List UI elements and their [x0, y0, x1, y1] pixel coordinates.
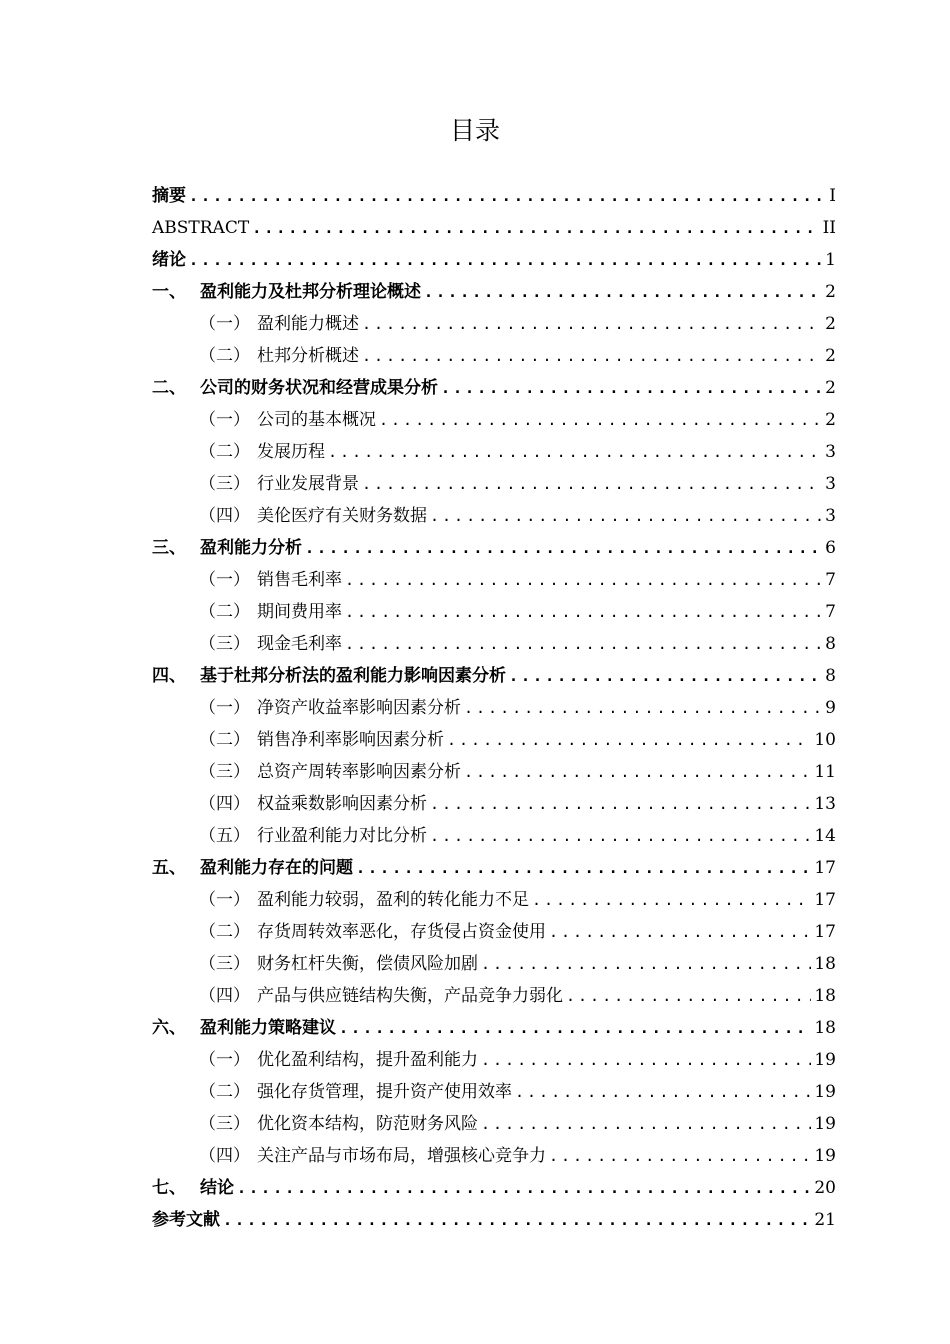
dot-leader — [441, 372, 822, 404]
toc-entry-label: 期间费用率 — [257, 602, 342, 622]
toc-entry[interactable] — [152, 596, 836, 628]
toc-entry-page-number: II — [822, 218, 836, 238]
toc-entry-page-number: 8 — [825, 666, 836, 686]
toc-entry-label: ABSTRACT — [152, 218, 250, 238]
dot-leader — [447, 724, 811, 756]
dot-leader — [430, 500, 822, 532]
dot-leader — [345, 596, 822, 628]
toc-entry-page-number: 17 — [814, 858, 836, 878]
toc-entry-label: 现金毛利率 — [257, 634, 342, 654]
toc-entry[interactable] — [152, 884, 836, 916]
toc-entry[interactable] — [152, 404, 836, 436]
toc-entry-page-number: 11 — [814, 762, 836, 782]
toc-entry-page-number: 20 — [814, 1178, 836, 1198]
toc-entry[interactable] — [152, 564, 836, 596]
dot-leader — [339, 1012, 811, 1044]
toc-entry-label: 盈利能力分析 — [200, 538, 302, 558]
toc-entry-number: （三） — [199, 634, 250, 654]
toc-entry-number: （三） — [199, 762, 250, 782]
dot-leader — [515, 1076, 811, 1108]
dot-leader — [424, 276, 822, 308]
dot-leader — [328, 436, 822, 468]
toc-entry-label: 公司的财务状况和经营成果分析 — [200, 378, 438, 398]
toc-entry-page-number: I — [829, 186, 836, 206]
toc-entry-number: （三） — [199, 1114, 250, 1134]
toc-entry-number: （五） — [199, 826, 250, 846]
toc-entry[interactable] — [152, 820, 836, 852]
toc-entry[interactable] — [152, 628, 836, 660]
toc-entry-label: 美伦医疗有关财务数据 — [257, 506, 427, 526]
dot-leader — [481, 948, 811, 980]
toc-entry[interactable] — [152, 372, 836, 404]
dot-leader — [189, 180, 826, 212]
toc-entry-number: （四） — [199, 1146, 250, 1166]
toc-entry-number: 四、 — [152, 666, 186, 686]
toc-entry-page-number: 18 — [814, 1018, 836, 1038]
toc-entry-label: 杜邦分析概述 — [257, 346, 359, 366]
toc-entry-page-number: 21 — [814, 1210, 836, 1230]
toc-entry-number: 五、 — [152, 858, 186, 878]
table-of-contents — [152, 180, 836, 1236]
toc-entry[interactable] — [152, 532, 836, 564]
toc-entry-number: （二） — [199, 442, 250, 462]
toc-entry-number: （三） — [199, 474, 250, 494]
toc-entry[interactable] — [152, 180, 836, 212]
dot-leader — [252, 212, 819, 244]
toc-entry-label: 销售净利率影响因素分析 — [257, 730, 444, 750]
toc-entry-number: （一） — [199, 698, 250, 718]
toc-entry-label: 行业发展背景 — [257, 474, 359, 494]
toc-entry[interactable] — [152, 436, 836, 468]
dot-leader — [464, 692, 822, 724]
toc-entry-label: 总资产周转率影响因素分析 — [257, 762, 461, 782]
dot-leader — [566, 980, 811, 1012]
dot-leader — [356, 852, 811, 884]
toc-entry[interactable] — [152, 1012, 836, 1044]
toc-entry-page-number: 7 — [825, 602, 836, 622]
toc-entry[interactable] — [152, 1108, 836, 1140]
toc-entry[interactable] — [152, 340, 836, 372]
toc-entry-page-number: 2 — [825, 346, 836, 366]
toc-entry-label: 盈利能力较弱，盈利的转化能力不足 — [257, 890, 529, 910]
page-title: 目录 — [449, 116, 500, 145]
toc-entry-page-number: 18 — [814, 986, 836, 1006]
toc-entry[interactable] — [152, 276, 836, 308]
toc-entry-number: （二） — [199, 346, 250, 366]
toc-entry[interactable] — [152, 1204, 836, 1236]
dot-leader — [481, 1044, 811, 1076]
toc-entry-number: （二） — [199, 602, 250, 622]
toc-entry-label: 参考文献 — [152, 1210, 220, 1230]
toc-entry[interactable] — [152, 916, 836, 948]
toc-entry-label: 盈利能力策略建议 — [200, 1018, 336, 1038]
dot-leader — [509, 660, 822, 692]
dot-leader — [532, 884, 811, 916]
dot-leader — [362, 340, 822, 372]
dot-leader — [345, 628, 822, 660]
toc-entry-label: 行业盈利能力对比分析 — [257, 826, 427, 846]
toc-entry-page-number: 6 — [825, 538, 836, 558]
toc-entry-number: （一） — [199, 1050, 250, 1070]
toc-entry-label: 结论 — [200, 1178, 234, 1198]
toc-entry[interactable] — [152, 1140, 836, 1172]
toc-entry[interactable] — [152, 980, 836, 1012]
dot-leader — [362, 308, 822, 340]
toc-entry-number: 二、 — [152, 378, 186, 398]
toc-entry[interactable] — [152, 660, 836, 692]
toc-entry-label: 优化盈利结构，提升盈利能力 — [257, 1050, 478, 1070]
toc-entry-page-number: 17 — [814, 890, 836, 910]
toc-entry-label: 优化资本结构，防范财务风险 — [257, 1114, 478, 1134]
toc-entry-label: 公司的基本概况 — [257, 410, 376, 430]
toc-entry-number: （三） — [199, 954, 250, 974]
toc-entry-label: 销售毛利率 — [257, 570, 342, 590]
toc-entry-page-number: 1 — [825, 250, 836, 270]
dot-leader — [345, 564, 822, 596]
toc-entry-page-number: 17 — [814, 922, 836, 942]
toc-entry-label: 强化存货管理，提升资产使用效率 — [257, 1082, 512, 1102]
dot-leader — [430, 788, 811, 820]
toc-entry-page-number: 19 — [814, 1050, 836, 1070]
toc-entry-number: （一） — [199, 410, 250, 430]
toc-entry[interactable] — [152, 1044, 836, 1076]
toc-entry-page-number: 3 — [825, 474, 836, 494]
toc-entry-page-number: 7 — [825, 570, 836, 590]
dot-leader — [237, 1172, 811, 1204]
toc-entry-number: 六、 — [152, 1018, 186, 1038]
toc-entry-number: （一） — [199, 570, 250, 590]
toc-entry-label: 权益乘数影响因素分析 — [257, 794, 427, 814]
toc-entry-label: 绪论 — [152, 250, 186, 270]
dot-leader — [430, 820, 811, 852]
toc-entry-page-number: 19 — [814, 1146, 836, 1166]
toc-entry-number: （一） — [199, 314, 250, 334]
dot-leader — [481, 1108, 811, 1140]
dot-leader — [549, 916, 811, 948]
toc-entry-label: 财务杠杆失衡，偿债风险加剧 — [257, 954, 478, 974]
toc-entry[interactable] — [152, 244, 836, 276]
dot-leader — [362, 468, 822, 500]
dot-leader — [189, 244, 822, 276]
toc-entry-label: 发展历程 — [257, 442, 325, 462]
toc-entry-number: （四） — [199, 986, 250, 1006]
toc-entry-label: 基于杜邦分析法的盈利能力影响因素分析 — [200, 666, 506, 686]
toc-entry-label: 关注产品与市场布局，增强核心竞争力 — [257, 1146, 546, 1166]
toc-entry-page-number: 14 — [814, 826, 836, 846]
toc-entry-label: 存货周转效率恶化，存货侵占资金使用 — [257, 922, 546, 942]
toc-entry-number: （一） — [199, 890, 250, 910]
toc-entry[interactable] — [152, 788, 836, 820]
dot-leader — [549, 1140, 811, 1172]
toc-entry-page-number: 19 — [814, 1082, 836, 1102]
dot-leader — [305, 532, 822, 564]
toc-entry-page-number: 2 — [825, 378, 836, 398]
toc-entry-page-number: 19 — [814, 1114, 836, 1134]
toc-entry-label: 摘要 — [152, 186, 186, 206]
toc-entry-page-number: 2 — [825, 282, 836, 302]
toc-entry[interactable] — [152, 1172, 836, 1204]
toc-entry-label: 产品与供应链结构失衡，产品竞争力弱化 — [257, 986, 563, 1006]
toc-entry[interactable] — [152, 308, 836, 340]
toc-entry[interactable] — [152, 1076, 836, 1108]
toc-entry[interactable] — [152, 468, 836, 500]
toc-entry-number: （四） — [199, 794, 250, 814]
toc-entry-number: （二） — [199, 1082, 250, 1102]
toc-entry-label: 盈利能力及杜邦分析理论概述 — [200, 282, 421, 302]
dot-leader — [223, 1204, 811, 1236]
toc-entry[interactable] — [152, 500, 836, 532]
toc-entry-page-number: 2 — [825, 410, 836, 430]
toc-entry-label: 盈利能力存在的问题 — [200, 858, 353, 878]
toc-entry-number: 一、 — [152, 282, 186, 302]
toc-entry-number: （四） — [199, 506, 250, 526]
toc-entry[interactable] — [152, 692, 836, 724]
toc-entry-number: （二） — [199, 922, 250, 942]
toc-entry-page-number: 18 — [814, 954, 836, 974]
toc-entry[interactable] — [152, 212, 836, 244]
dot-leader — [379, 404, 822, 436]
toc-entry-page-number: 9 — [825, 698, 836, 718]
toc-entry[interactable] — [152, 724, 836, 756]
toc-entry-number: 三、 — [152, 538, 186, 558]
toc-entry[interactable] — [152, 756, 836, 788]
toc-entry-page-number: 10 — [814, 730, 836, 750]
toc-entry[interactable] — [152, 948, 836, 980]
toc-entry-number: （二） — [199, 730, 250, 750]
toc-entry-number: 七、 — [152, 1178, 186, 1198]
toc-entry-page-number: 2 — [825, 314, 836, 334]
toc-entry-page-number: 3 — [825, 506, 836, 526]
dot-leader — [464, 756, 811, 788]
toc-entry[interactable] — [152, 852, 836, 884]
toc-entry-page-number: 3 — [825, 442, 836, 462]
toc-entry-page-number: 13 — [814, 794, 836, 814]
toc-entry-label: 盈利能力概述 — [257, 314, 359, 334]
toc-entry-label: 净资产收益率影响因素分析 — [257, 698, 461, 718]
toc-entry-page-number: 8 — [825, 634, 836, 654]
